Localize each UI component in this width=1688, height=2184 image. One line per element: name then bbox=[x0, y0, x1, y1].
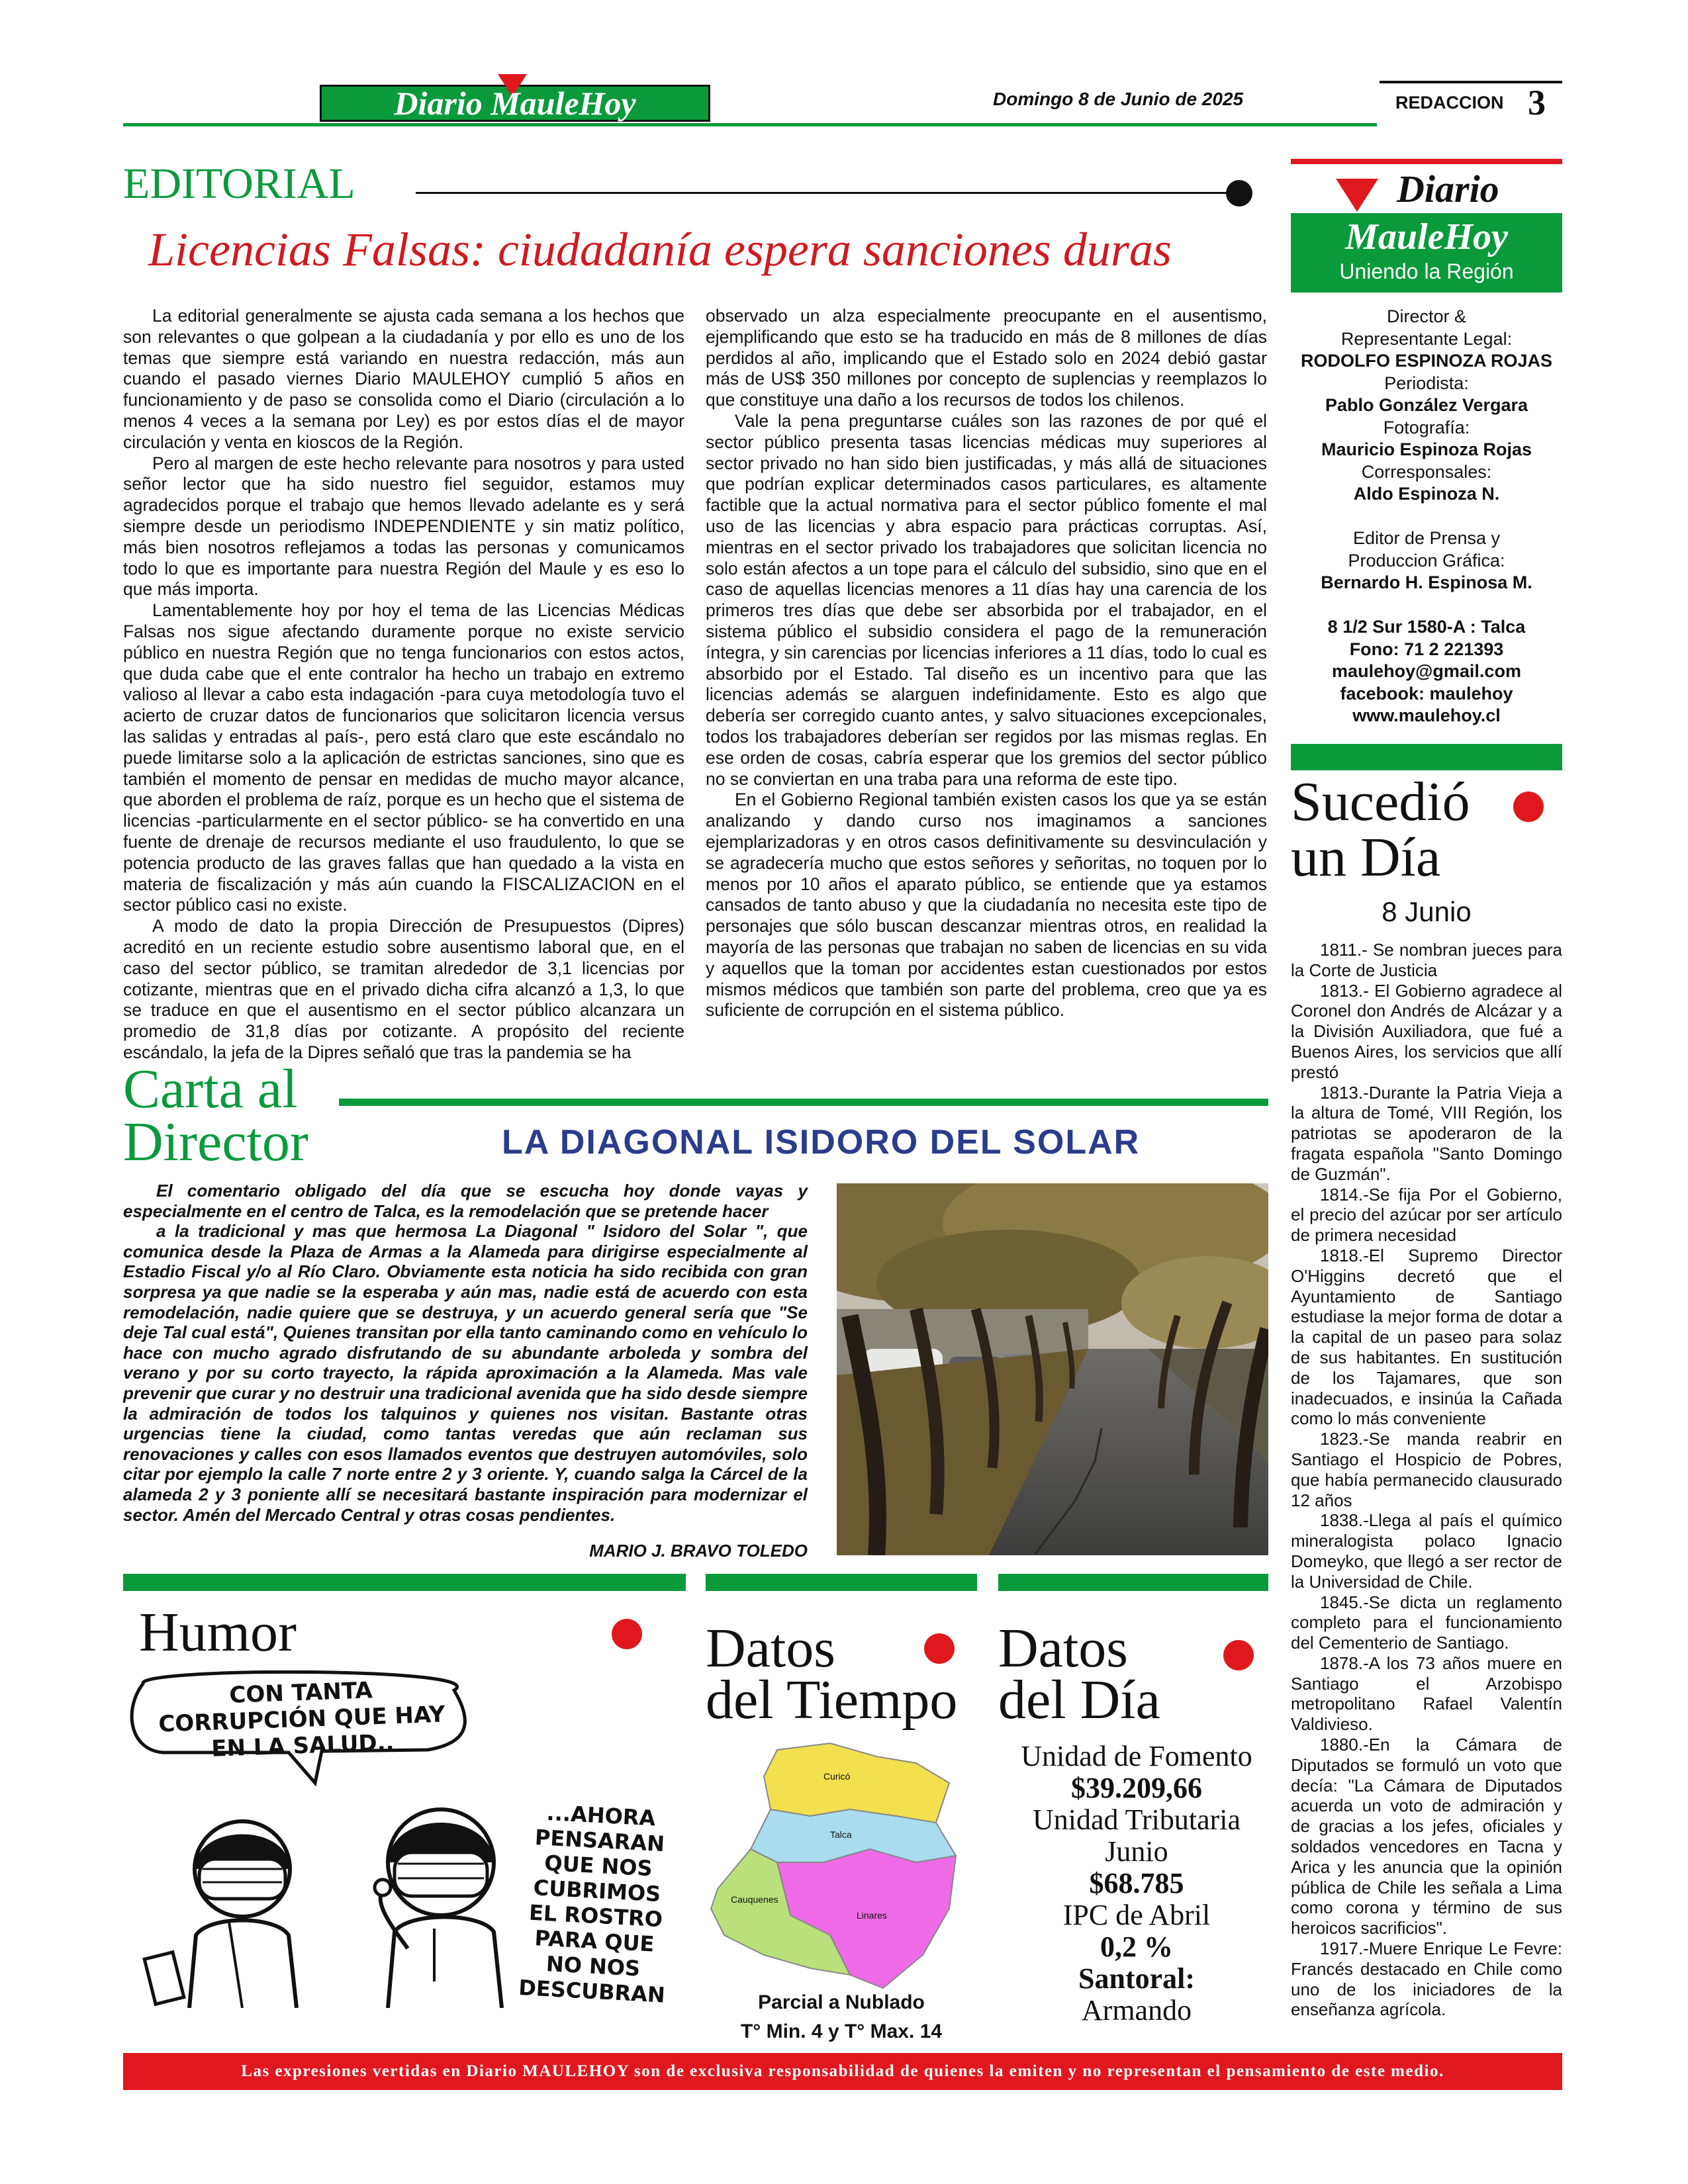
utm-month: Junio bbox=[1105, 1835, 1168, 1868]
staff-credit-line: 8 1/2 Sur 1580-A : Talca bbox=[1327, 617, 1526, 637]
staff-credit-line: facebook: maulehoy bbox=[1340, 683, 1513, 704]
header-date: Domingo 8 de Junio de 2025 bbox=[993, 89, 1244, 109]
staff-credit-line: maulehoy@gmail.com bbox=[1332, 661, 1521, 681]
region-label: Linares bbox=[857, 1910, 887, 1921]
datos-dia-bar bbox=[998, 1574, 1268, 1591]
humor-caption-line: PARA QUE bbox=[534, 1925, 655, 1957]
humor-caption-line: EL ROSTRO bbox=[528, 1899, 663, 1933]
sucedio-entry: 1814.-Se fija Por el Gobierno, el precio del azúcar por ser artículo de primera necesidad bbox=[1291, 1184, 1562, 1246]
carta-title-line: Director bbox=[123, 1111, 308, 1173]
humor-caption-line: NO NOS bbox=[545, 1951, 641, 1981]
carta-headline: LA DIAGONAL ISIDORO DEL SOLAR bbox=[502, 1123, 1141, 1161]
ipc-label: IPC de Abril bbox=[1062, 1899, 1211, 1931]
editorial-paragraph: Pero al margen de este hecho relevante para nosotros y para usted señor lector que ha sido nuestro fiel seguidor, estamos muy agradecidos porque el trabajo que hemos llevado adelante es y será siempre desde un periodismo INDEPENDIENTE y sin matiz político, más bien nosotros reflejamos a todas las personas y comunicamos todo lo que es importante para nuestra Región del Maule y es eso lo que más importa. bbox=[123, 453, 684, 600]
tiempo-title bbox=[706, 1617, 958, 1731]
sucedio-title-line: Sucedió bbox=[1291, 771, 1470, 833]
staff-credit-line: Fono: 71 2 221393 bbox=[1349, 639, 1504, 659]
carta-author: MARIO J. BRAVO TOLEDO bbox=[589, 1541, 808, 1561]
maule-region-map bbox=[698, 1737, 976, 2028]
tiempo-title-line: Datos bbox=[706, 1617, 835, 1679]
sucedio-entry: 1813.- El Gobierno agradece al Coronel don Andrés de Alcázar y a la División Auxiliadora, que fué a Buenos Aires, los servicios que allí prestó bbox=[1291, 980, 1562, 1082]
staff-credit-line: Periodista: bbox=[1384, 373, 1469, 393]
staff-red-bar bbox=[1291, 159, 1562, 164]
sucedio-entry: 1878.-A los 73 años muere en Santiago el Arzobispo metropolitano Rafael Valentín Valdivieso. bbox=[1291, 1653, 1562, 1735]
utm-label: Unidad Tributaria bbox=[1032, 1803, 1241, 1836]
staff-credit-line bbox=[1291, 594, 1562, 617]
datos-dia-title-line: del Día bbox=[998, 1669, 1160, 1731]
sucedio-entry: 1823.-Se manda reabrir en Santiago el Hospicio de Pobres, que había permanecido clausurado 12 años bbox=[1291, 1429, 1562, 1510]
editorial-column-1 bbox=[123, 306, 684, 1064]
region-label: Talca bbox=[830, 1829, 852, 1840]
sucedio-entry: 1845.-Se dicta un reglamento completo para el funcionamiento del Cementerio de Santiago. bbox=[1291, 1592, 1562, 1653]
region-label: Curicó bbox=[823, 1771, 851, 1782]
staff-credit-line: Editor de Prensa y bbox=[1352, 528, 1501, 548]
carta-title bbox=[123, 1058, 308, 1173]
weather-forecast bbox=[706, 1988, 977, 2046]
sucedio-title-line: un Día bbox=[1291, 827, 1441, 888]
staff-credit-line: www.maulehoy.cl bbox=[1352, 705, 1501, 725]
tiempo-red-dot bbox=[924, 1633, 955, 1664]
tiempo-title-line: del Tiempo bbox=[706, 1669, 958, 1731]
staff-slogan: Uniendo la Región bbox=[1339, 259, 1514, 283]
region-label: Cauquenes bbox=[731, 1894, 778, 1905]
section-label: REDACCION bbox=[1395, 93, 1504, 113]
editorial-paragraph: La editorial generalmente se ajusta cada semana a los hechos que son relevantes o que golpean a la ciudadanía y por ello es uno de los temas que siempre está variando en nuestra redacción, más aun cuando el pasado viernes Diario MAULEHOY cumplió 5 años en funcionamiento y de paso se consolida como el Diario (circulación a lo menos 4 veces a la semana por Ley) es por estos días el de mayor circulación y venta en kioscos de la Región. bbox=[123, 306, 684, 452]
sucedio-entry: 1880.-En la Cámara de Diputados se formuló un voto que decía: "La Cámara de Diputados acuerda un voto de admiración y de gracias a los jefes, oficiales y soldados vencedores en Tacna y Arica y les anuncia que la opinión pública de Chile les señala a Lima como corona y término de sus heroicos sacrificios". bbox=[1291, 1735, 1562, 1938]
staff-diario: Diario bbox=[1397, 167, 1499, 210]
datos-dia-title-line: Datos bbox=[998, 1617, 1128, 1679]
tiempo-bar bbox=[706, 1574, 977, 1591]
carta-rule bbox=[339, 1099, 1268, 1106]
staff-red-triangle-icon bbox=[1336, 179, 1378, 212]
staff-credit-line: Corresponsales: bbox=[1361, 461, 1492, 482]
humor-bubble-text: CON TANTA CORRUPCIÓN QUE HAY EN LA SALUD.. bbox=[158, 1677, 446, 1762]
editorial-paragraph: Lamentablemente hoy por hoy el tema de las Licencias Médicas Falsas nos sigue afectando duramente porque no existe servicio público en nuestra Región que no tenga funcionarios con estos actos, que duda cabe que el ente contralor ha hecho un trabajo en extremo valioso al llevar a cabo esta indagación -para cuya metodología tuvo el acierto de cruzar datos de funcionarios que solicitaron licencia versus las salidas y entradas al país-, pero está claro que este escándalo no puede limitarse solo a la aplicación de estrictas sanciones, sino que es también el momento de pensar en medidas de mucho mayor alcance, que aborden el problema de raíz, porque es un hecho que el sistema de licencias -particularmente en el sector público- se ha convertido en una fuente de drenaje de recursos mediante el uso fraudulento, lo que se potencia producto de las graves fallas que han quedado a la vista en materia de fiscalización y más aún cuando la FISCALIZACION en el sector público casi no existe. bbox=[123, 600, 684, 915]
staff-credit-line: Fotografía: bbox=[1383, 417, 1470, 437]
datos-dia-title bbox=[998, 1617, 1160, 1731]
staff-credit-line: Pablo González Vergara bbox=[1325, 395, 1528, 415]
datos-dia-red-dot bbox=[1223, 1640, 1254, 1670]
carta-body bbox=[123, 1181, 808, 1525]
humor-caption-line: DESCUBRAN bbox=[518, 1975, 666, 2008]
staff-credit-line: Mauricio Espinoza Rojas bbox=[1321, 439, 1532, 459]
uf-label: Unidad de Fomento bbox=[1021, 1740, 1252, 1772]
editorial-label: EDITORIAL bbox=[123, 159, 355, 208]
staff-credit-line: Bernardo H. Espinosa M. bbox=[1321, 572, 1532, 592]
header-rule bbox=[123, 123, 1377, 126]
humor-caption bbox=[515, 1799, 678, 2008]
carta-paragraph: El comentario obligado del día que se escucha hoy donde vayas y especialmente en el centro de Talca, es la remodelación que se pretende hacer bbox=[123, 1181, 808, 1221]
page-number: 3 bbox=[1528, 83, 1546, 122]
santoral-value: Armando bbox=[1081, 1994, 1192, 2026]
sucedio-red-dot bbox=[1513, 792, 1544, 822]
editorial-column-2 bbox=[706, 306, 1267, 1021]
sucedio-entries bbox=[1291, 940, 1562, 2020]
uf-value: $39.209,66 bbox=[1071, 1772, 1202, 1804]
sucedio-entry: 1917.-Muere Enrique Le Fevre: Francés destacado en Chile como uno de los iniciadores de la enseñanza agrícola. bbox=[1291, 1938, 1562, 2020]
humor-red-dot bbox=[612, 1619, 642, 1649]
humor-title: Humor bbox=[139, 1602, 297, 1663]
editorial-headline: Licencias Falsas: ciudadanía espera sanciones duras bbox=[148, 223, 1172, 276]
editorial-paragraph: En el Gobierno Regional también existen casos los que ya se están analizando y dando curso nos imaginamos a sanciones ejemplarizadoras y en otros casos definitivamente su desvinculación y se agradecería mucho que estos señores y señoritas, no toquen por lo menos por 10 años el aparato público, se entiende que ya estamos cansados de tanto abuso y que la ciudadanía no necesita este tipo de personajes que sólo buscan descanzar mientras otros, en realidad la mayoría de las personas que trabajan no saben de licencias en su vida y aquellos que la toman por accidentes estan cuestionados por estos mismos médicos que también son parte del problema, creo que ya es suficiente de corrupción en el sistema público. bbox=[706, 790, 1267, 1021]
staff-credit-line: Director & bbox=[1386, 306, 1467, 326]
forecast-temps: T° Min. 4 y T° Max. 14 bbox=[740, 2021, 943, 2042]
staff-credit-line: RODOLFO ESPINOZA ROJAS bbox=[1300, 351, 1553, 371]
sucedio-entry: 1818.-El Supremo Director O'Higgins decretó que el Ayuntamiento de Santiago estudiase la mejor forma de dotar a la capital de un paseo para solaz de sus habitantes. En sustitución de los Tajamares, que son inadecuados, e insinúa la Cañada como lo más conveniente bbox=[1291, 1245, 1562, 1429]
staff-credit-line: Representante Legal: bbox=[1340, 328, 1513, 349]
editorial-rule bbox=[416, 192, 1243, 194]
humor-bar bbox=[123, 1574, 686, 1591]
humor-caption-line: QUE NOS bbox=[543, 1850, 653, 1882]
editorial-dot bbox=[1226, 180, 1252, 206]
staff-credits bbox=[1291, 306, 1562, 727]
masthead-title: Diario MauleHoy bbox=[394, 85, 636, 122]
carta-paragraph: a la tradicional y mas que hermosa La Diagonal " Isidoro del Solar ", que comunica desde la Plaza de Armas a la Alameda para dirigirse especialmente al Estadio Fiscal y/o al Río Claro. Obviamente esta noticia ha sido recibida con gran sorpresa ya que nadie se la esperaba y aún mas, nadie está de acuerdo con esta remodelación, nadie quiere que se destruya, y un acuerdo general sería que "Se deje Tal cual está", Quienes transitan por ella tanto caminando como en vehículo lo hace con mucho agrado disfrutando de su abundante arboleda y sombra del verano y por su corto trayecto, la rápida aproximación a la Alameda. Mas vale prevenir que curar y no destruir una tradicional avenida que ha sido desde siempre la admiración de todos los talquinos y quienes nos visitan. Bastante otras urgencias tiene la ciudad, como tantas veredas que aún reclaman sus renovaciones y calles con esos llamados eventos que destruyen automóviles, solo citar por ejemplo la calle 7 norte entre 2 y 3 oriente. Y, cuando salga la Cárcel de la alameda 2 y 3 poniente allí se necesitará bastante inspiración para modernizar el sector. Amén del Mercado Central y otras cosas pendientes. bbox=[123, 1221, 808, 1525]
humor-cartoon bbox=[123, 1670, 686, 2008]
sucedio-date: 8 Junio bbox=[1382, 896, 1472, 927]
staff-credit-line: Aldo Espinoza N. bbox=[1353, 484, 1500, 504]
editorial-paragraph: observado un alza especialmente preocupante en el ausentismo, ejemplificando que esto se ha traducido en más de 8 millones de días perdidos al año, implicando que el Estado solo en 2024 debió gastar más de US$ 350 millones por concepto de suplencias y reemplazos lo que constituye una daño a los recursos de todos los chilenos. bbox=[706, 306, 1267, 410]
sucedio-bar bbox=[1291, 744, 1562, 770]
staff-name: MauleHoy bbox=[1345, 216, 1508, 257]
editorial-paragraph: A modo de dato la propia Dirección de Presupuestos (Dipres) acreditó en un reciente estudio sobre ausentismo laboral que, en el caso del sector público, se tramitan alrededor de 3,1 licencias por cotizante, mientras que en el privado dicha cifra alcanzó a 1,3, lo que se traduce en que el ausentismo en el sector público alcanzara un promedio de 31,8 días por cotizante. A propósito del reciente escándalo, la jefa de la Dipres señaló que tras la pandemia se ha bbox=[123, 916, 684, 1062]
street-trees-photo bbox=[837, 1183, 1268, 1555]
carta-title-line: Carta al bbox=[123, 1058, 298, 1120]
sucedio-title bbox=[1291, 771, 1470, 888]
humor-caption-line: ...AHORA bbox=[545, 1799, 657, 1831]
humor-caption-line: PENSARAN bbox=[534, 1825, 665, 1857]
utm-value: $68.785 bbox=[1089, 1867, 1184, 1899]
humor-caption-line: CUBRIMOS bbox=[532, 1875, 662, 1907]
forecast-text: Parcial a Nublado bbox=[758, 1991, 925, 2013]
ipc-value: 0,2 % bbox=[1100, 1931, 1173, 1963]
staff-credit-line: Produccion Gráfica: bbox=[1348, 550, 1505, 570]
footer-disclaimer: Las expresiones vertidas en Diario MAULEHOY son de exclusiva responsabilidad de quienes la emiten y no representan el pensamiento de este medio. bbox=[241, 2062, 1444, 2080]
sucedio-entry: 1811.- Se nombran jueces para la Corte de Justicia bbox=[1291, 940, 1562, 980]
datos-dia-values bbox=[998, 1741, 1275, 2026]
sucedio-entry: 1813.-Durante la Patria Vieja a la altura de Tomé, VIII Región, los patriotas se apoderaron de la fragata española "Santo Domingo de Guzmán". bbox=[1291, 1082, 1562, 1184]
sucedio-entry: 1838.-Llega al país el químico mineralogista polaco Ignacio Domeyko, que llegó a ser rector de la Universidad de Chile. bbox=[1291, 1510, 1562, 1592]
santoral-label: Santoral: bbox=[1078, 1962, 1195, 1995]
staff-credit-line bbox=[1291, 506, 1562, 528]
editorial-paragraph: Vale la pena preguntarse cuáles son las razones de por qué el sector público presenta tasas licencias médicas muy superiores al sector privado no han sido bien justificadas, y más allá de situaciones que podrían explicar determinados casos particulares, es altamente factible que la actual normativa para el sector público fomente el mal uso de las licencias y abra espacio para prácticas corruptas. Así, mientras en el sector privado los trabajadores que solicitan licencia no solo están afectos a un tope para el cálculo del subsidio, sino que en el caso de aquellas licencias menores a 11 días hay una carencia de los primeros tres días que debe ser absorbida por el trabajador, en el sistema público el subsidio considera el pago de la remuneración íntegra, y sin carencias por licencias inferiores a 11 días, todo lo cual es absorbido por el Estado. Tal diseño es un incentivo para que las licencias además se alarguen indefinidamente. Esto es algo que debería ser corregido cuanto antes, y salvo situaciones excepcionales, todos los trabajadores deberían ser regidos por las mismas reglas. En ese orden de cosas, cabría esperar que los gremios del sector público no se conviertan en una traba para una reforma de este tipo. bbox=[706, 410, 1267, 789]
